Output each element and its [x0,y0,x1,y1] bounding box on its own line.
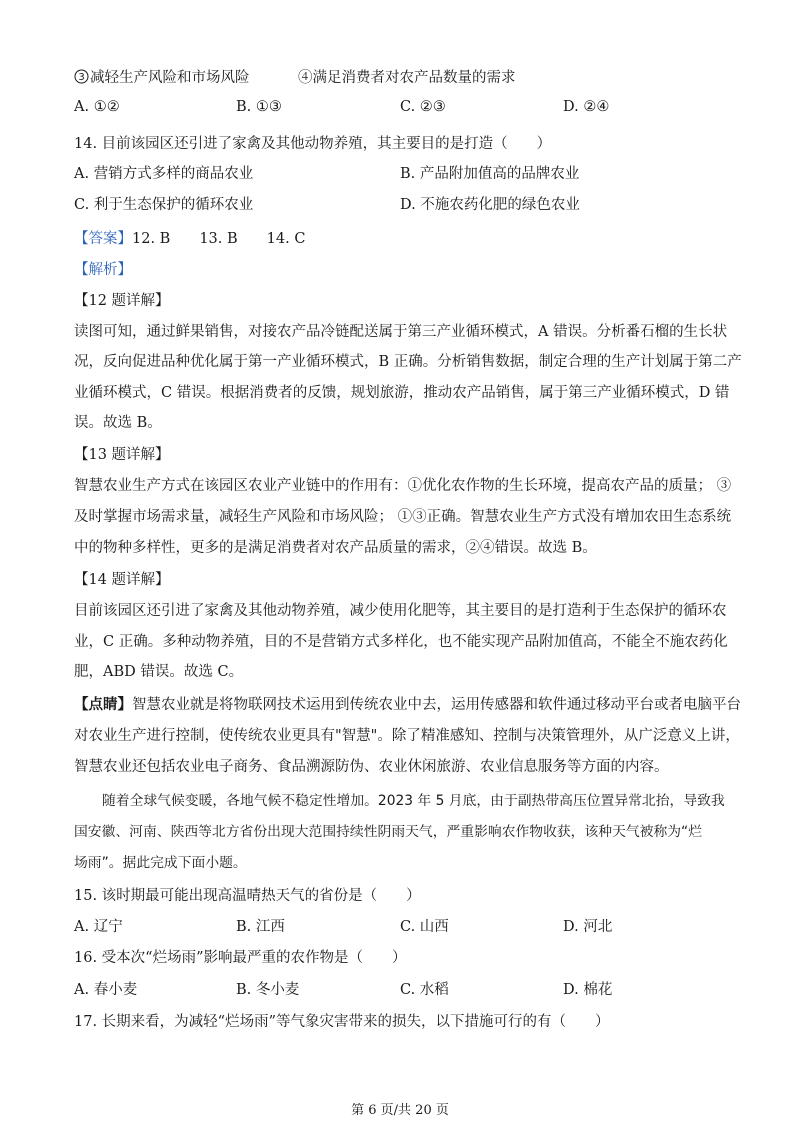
d13-title: 【13 题详解】 [74,447,170,463]
passage-line: 场雨”。据此完成下面小题。 [74,855,247,871]
d13-line: 中的物种多样性，更多的是满足消费者对农产品质量的需求，②④错误。故选 B。 [74,540,597,556]
q14-choice-d: D. 不施农药化肥的绿色农业 [400,197,580,213]
q16-choice-a: A. 春小麦 [74,982,138,998]
q14-stem: 14. 目前该园区还引进了家禽及其他动物养殖，其主要目的是打造（ ） [74,136,552,152]
comment-label: 【点睛】 [74,696,132,713]
d13-line: 及时掌握市场需求量，减轻生产风险和市场风险； ①③正确。智慧农业生产方式没有增加农田生态系统 [74,509,732,525]
passage-line: 国安徽、河南、陕西等北方省份出现大范围持续性阴雨天气，严重影响农作物收获，该种天气被称为“烂 [74,824,703,840]
q17-stem: 17. 长期来看，为减轻“烂场雨”等气象灾害带来的损失，以下措施可行的有（ ） [74,1014,610,1030]
q13-option-3: 减轻生产风险和市场风险 [90,70,250,86]
q16-choice-c: C. 水稻 [400,982,449,998]
d14-line: 业，C 正确。多种动物养殖，目的不是营销方式多样化，也不能实现产品附加值高，不能全不施农药化 [74,634,728,650]
d12-line: 误。故选 B。 [74,415,162,431]
q15-choice-d: D. 河北 [563,919,613,935]
q16-stem: 16. 受本次“烂场雨”影响最严重的农作物是（ ） [74,950,407,966]
q15-stem: 15. 该时期最可能出现高温晴热天气的省份是（ ） [74,888,421,904]
passage-line: 随着全球气候变暖，各地气候不稳定性增加。2023 年 5 月底，由于副热带高压位置异常北抬，导致我 [102,793,725,809]
answer-line [74,227,305,248]
d12-line: 读图可知，通过鲜果销售，对接农产品冷链配送属于第三产业循环模式，A 错误。分析番石榴的生长状 [74,324,728,340]
comment-line: 智慧农业还包括农业电子商务、食品溯源防伪、农业休闲旅游、农业信息服务等方面的内容。 [74,759,669,775]
d12-line: 业循环模式，C 错误。根据消费者的反馈，规划旅游，推动农产品销售，属于第三产业循环模式，D 错 [74,385,730,401]
answer-text: 12. B 13. B 14. C [132,231,306,247]
q15-choice-a: A. 辽宁 [74,919,123,935]
d14-title: 【14 题详解】 [74,572,170,588]
circled-3-glyph [74,69,89,88]
d12-title: 【12 题详解】 [74,293,170,309]
comment-line: 对农业生产进行控制，使传统农业更具有"智慧"。除了精准感知、控制与决策管理外，从广泛意义上讲， [74,728,740,744]
q13-choice-b: B. ①③ [236,99,282,115]
q14-choice-c: C. 利于生态保护的循环农业 [74,197,254,213]
q15-choice-b: B. 江西 [236,919,285,935]
q13-choice-d: D. ②④ [563,99,610,115]
q14-choice-a: A. 营销方式多样的商品农业 [74,166,254,182]
svg-text:3: 3 [78,72,85,84]
d12-line: 况，反向促进品种优化属于第一产业循环模式，B 正确。分析销售数据，制定合理的生产计划属于第二产 [74,354,742,370]
q13-choice-c: C. ②③ [400,99,446,115]
page-footer: 第 6 页/共 20 页 [351,1103,449,1118]
q16-choice-b: B. 冬小麦 [236,982,300,998]
q15-choice-c: C. 山西 [400,919,449,935]
d14-line: 肥，ABD 错误。故选 C。 [74,664,244,680]
comment-text: 智慧农业就是将物联网技术运用到传统农业中去，运用传感器和软件通过移动平台或者电脑平台 [132,697,741,713]
comment-line [74,693,741,714]
q13-option-line [74,66,250,88]
d13-line: 智慧农业生产方式在该园区农业产业链中的作用有：①优化农作物的生长环境，提高农产品的质量； ③ [74,478,732,494]
q16-choice-d: D. 棉花 [563,982,613,998]
q14-choice-b: B. 产品附加值高的品牌农业 [400,166,580,182]
answer-label: 【答案】 [74,231,132,247]
d14-line: 目前该园区还引进了家禽及其他动物养殖，减少使用化肥等，其主要目的是打造利于生态保护的循环农 [74,603,727,619]
q13-option-4: ④满足消费者对农产品数量的需求 [298,70,516,86]
analysis-label: 【解析】 [74,262,132,278]
q13-choice-a: A. ①② [74,99,120,115]
